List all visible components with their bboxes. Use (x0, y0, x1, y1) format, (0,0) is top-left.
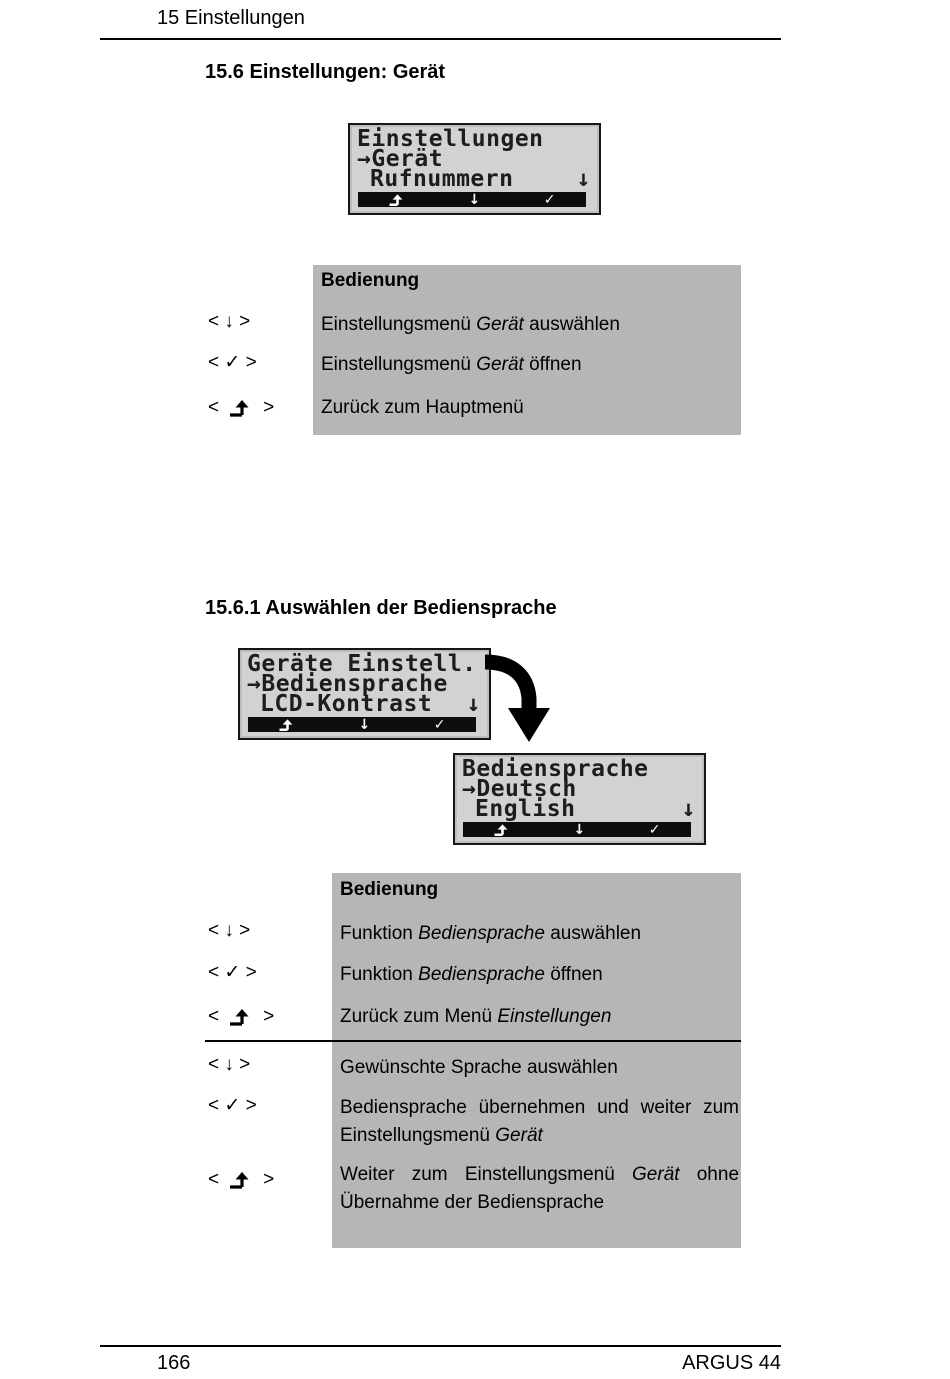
section-title: 15.6 Einstellungen: Gerät (205, 61, 446, 83)
instruction-text: Funktion Bediensprache öffnen (340, 964, 603, 985)
table-row (0, 394, 950, 424)
key-confirm: < ✓ > (208, 962, 257, 983)
table-header: Bedienung (340, 879, 439, 900)
back-arrow-icon (228, 399, 254, 417)
lcd-selected-line: →Gerät (357, 146, 444, 172)
softkey-back-icon (493, 824, 510, 836)
lcd-item-line (247, 691, 484, 717)
softkey-bar (248, 717, 476, 732)
table-row (0, 351, 950, 381)
back-arrow-icon (228, 1171, 254, 1189)
table-row (0, 920, 950, 950)
lcd-item-text: English (475, 796, 576, 822)
instruction-text: Einstellungsmenü Gerät öffnen (321, 354, 582, 375)
softkey-down-icon: ↓ (573, 821, 586, 838)
table-row (0, 1054, 950, 1084)
scroll-down-icon: ↓ (576, 166, 591, 192)
page-number: 166 (157, 1352, 191, 1374)
key-back: < > (208, 1006, 275, 1027)
lcd-screen-einstellungen (348, 123, 601, 215)
table-row (0, 961, 950, 991)
subsection-title: 15.6.1 Auswählen der Bediensprache (205, 597, 557, 619)
lcd-item-text: Rufnummern (370, 166, 514, 192)
softkey-confirm-icon: ✓ (543, 191, 556, 208)
flow-arrow (477, 650, 569, 748)
table-header: Bedienung (321, 270, 420, 291)
table-row (0, 311, 950, 341)
footer-rule (100, 1345, 781, 1347)
lcd-selected-line: →Bediensprache (247, 671, 448, 697)
key-confirm: < ✓ > (208, 352, 257, 373)
softkey-back-icon (388, 194, 405, 206)
lcd-screen-geraete-einstell (238, 648, 491, 740)
key-down: < ↓ > (208, 311, 251, 332)
instruction-text: Zurück zum Menü Einstellungen (340, 1006, 612, 1027)
softkey-bar (463, 822, 691, 837)
key-back: < > (208, 397, 275, 418)
instruction-text: Zurück zum Hauptmenü (321, 397, 524, 418)
instruction-text: Weiter zum Einstellungsmenü Gerät ohne Übernahme der Bediensprache (340, 1164, 740, 1213)
lcd-item-text: LCD-Kontrast (260, 691, 433, 717)
softkey-down-icon: ↓ (468, 191, 481, 208)
back-arrow-icon (228, 1008, 254, 1026)
lcd-selected-line: →Deutsch (462, 776, 577, 802)
key-back: < > (208, 1169, 275, 1190)
key-confirm: < ✓ > (208, 1095, 257, 1116)
table-row (0, 1161, 950, 1213)
softkey-bar (358, 192, 586, 207)
header-rule (100, 38, 781, 40)
table-row (0, 1094, 950, 1146)
instruction-text: Bediensprache übernehmen und weiter zum Einstellungsmenü Gerät (340, 1097, 739, 1146)
softkey-down-icon: ↓ (358, 716, 371, 733)
table-divider (205, 1040, 741, 1042)
softkey-back-icon (278, 719, 295, 731)
scroll-down-icon: ↓ (466, 691, 481, 717)
lcd-title-line: Geräte Einstell. (247, 651, 477, 677)
lcd-title-line: Bediensprache (462, 756, 649, 782)
key-down: < ↓ > (208, 1054, 251, 1075)
lcd-title-line: Einstellungen (357, 126, 544, 152)
table-row (0, 1003, 950, 1033)
softkey-confirm-icon: ✓ (433, 716, 446, 733)
lcd-item-line (357, 166, 594, 192)
instruction-text: Funktion Bediensprache auswählen (340, 923, 642, 944)
lcd-item-line (462, 796, 699, 822)
scroll-down-icon: ↓ (681, 796, 696, 822)
lcd-screen-bediensprache (453, 753, 706, 845)
chapter-header: 15 Einstellungen (157, 7, 305, 29)
key-down: < ↓ > (208, 920, 251, 941)
product-name: ARGUS 44 (682, 1352, 781, 1374)
instruction-text: Einstellungsmenü Gerät auswählen (321, 314, 620, 335)
instruction-text: Gewünschte Sprache auswählen (340, 1057, 618, 1078)
softkey-confirm-icon: ✓ (648, 821, 661, 838)
